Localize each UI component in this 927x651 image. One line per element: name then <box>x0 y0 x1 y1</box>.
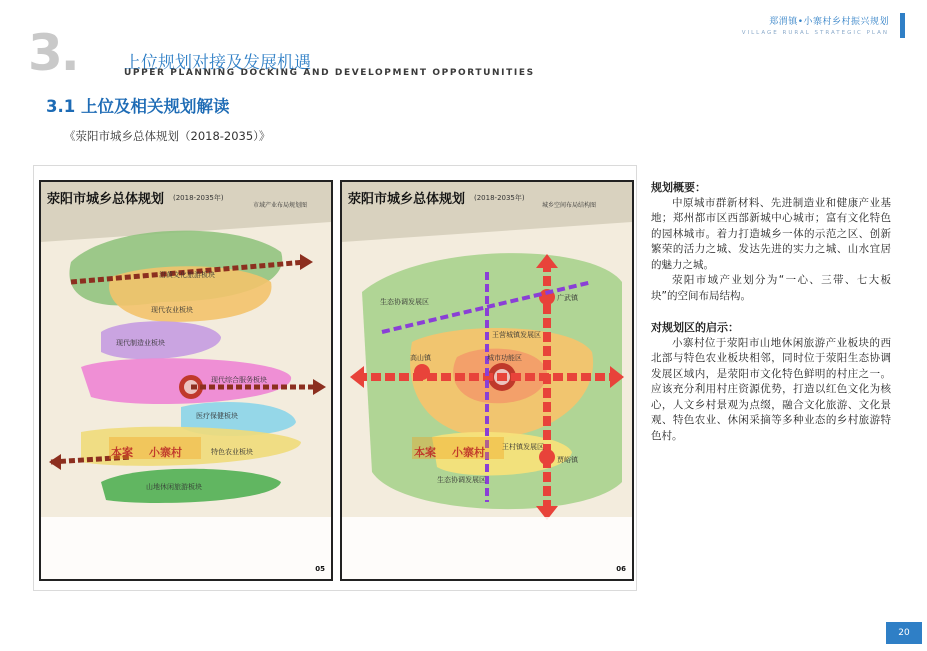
brand-accent-bar <box>900 13 905 38</box>
spatial-label-7: 贾峪镇 <box>557 456 578 464</box>
legend-area <box>41 517 331 579</box>
map2-page: 06 <box>616 565 626 573</box>
section-subtitle: UPPER PLANNING DOCKING AND DEVELOPMENT OPPORTUNITIES <box>124 68 535 78</box>
brand-subtitle: VILLAGE RURAL STRATEGIC PLAN <box>741 30 889 36</box>
map2-subtitle: 城乡空间布局结构图 <box>542 202 597 209</box>
map-industry-graphic <box>41 182 331 579</box>
spatial-label-2: 广武镇 <box>557 294 578 302</box>
map2-title: 荥阳市城乡总体规划 <box>348 192 466 207</box>
brand-title: 郑渭镇•小寨村乡村振兴规划 <box>769 17 889 27</box>
map1-title: 荥阳市城乡总体规划 <box>47 192 165 207</box>
legend-area <box>342 517 632 579</box>
map2-years: (2018-2035年) <box>474 194 525 202</box>
summary-text <box>651 180 891 444</box>
zone-label-6: 特色农业板块 <box>211 448 253 456</box>
summary-heading-2: 对规划区的启示： <box>651 321 739 334</box>
map1-village: 小寨村 <box>149 446 182 459</box>
page-number: 20 <box>886 622 922 644</box>
spatial-label-8: 生态协调发展区 <box>437 476 486 484</box>
map-spatial-structure <box>340 180 634 581</box>
zone-label-2: 现代农业板块 <box>151 306 193 314</box>
map2-village: 小寨村 <box>452 446 485 459</box>
map1-highlight: 本案 <box>111 446 133 459</box>
section-title: 上位规划对接及发展机遇 <box>124 53 311 73</box>
summary-paragraph-1: 中原城市群新材料、先进制造业和健康产业基地；郑州都市区西部新城中心城市；富有文化特色的园林城市。着力打造城乡一体的示范之区、创新繁荣的活力之城、发达先进的实力之城、山水宜居的魅力之城。 <box>651 196 891 271</box>
spatial-label-5: 城市功能区 <box>487 354 522 362</box>
spatial-label-3: 王营城镇发展区 <box>492 331 541 339</box>
summary-paragraph-2: 荥阳市域产业划分为“一心、三带、七大板块”的空间布局结构。 <box>651 274 891 302</box>
summary-paragraph-3: 小寨村位于荥阳市山地休闲旅游产业板块的西北部与特色农业板块相邻，同时位于荥阳生态协调发展区域内，是荥阳市文化特色鲜明的村庄之一。应该充分利用村庄资源优势，打造以红色文化为核心，人文乡村景观为点缀，融合文化旅游、文化景观、特色农业、休闲采摘等多种业态的乡村旅游特色村。 <box>651 336 891 442</box>
section-number: 3. <box>28 24 78 82</box>
map1-years: (2018-2035年) <box>173 194 224 202</box>
page-heading: 3.1 上位及相关规划解读 <box>46 97 230 116</box>
summary-heading-1: 规划概要： <box>651 181 706 194</box>
spatial-label-1: 生态协调发展区 <box>380 298 429 306</box>
map-industry-layout <box>39 180 333 581</box>
map-spatial-graphic <box>342 182 632 579</box>
zone-label-4: 现代综合服务板块 <box>211 376 267 384</box>
zone-label-1: 沿黄文化旅游板块 <box>159 271 215 279</box>
spatial-label-6: 王村镇发展区 <box>502 443 544 451</box>
plan-name: 《荥阳市城乡总体规划（2018-2035）》 <box>64 129 271 143</box>
spatial-label-4: 高山镇 <box>410 354 431 362</box>
zone-label-5: 医疗保健板块 <box>196 412 238 420</box>
zone-label-7: 山地休闲旅游板块 <box>146 483 202 491</box>
zone-label-3: 现代制造业板块 <box>116 339 165 347</box>
map1-subtitle: 市域产业布局规划图 <box>253 202 308 209</box>
brand-block <box>742 14 889 36</box>
map1-page: 05 <box>315 565 325 573</box>
map2-highlight: 本案 <box>414 446 436 459</box>
